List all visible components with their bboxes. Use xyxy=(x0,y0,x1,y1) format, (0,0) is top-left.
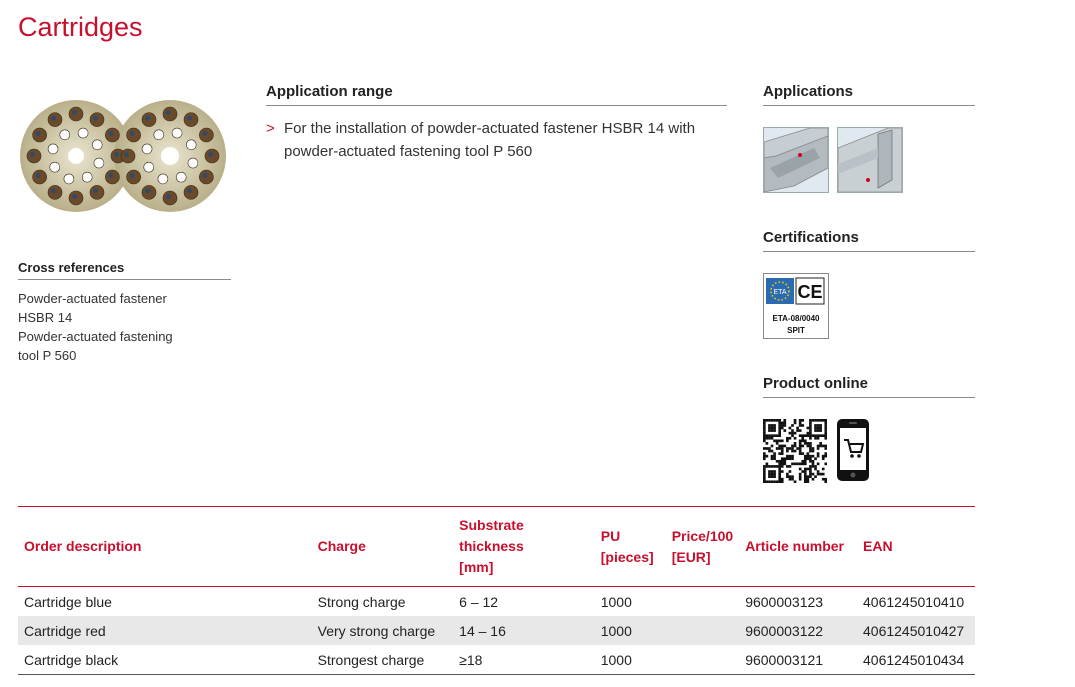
cell-charge: Strong charge xyxy=(317,593,406,610)
cell-ean: 4061245010410 xyxy=(863,593,965,610)
order-table xyxy=(18,506,975,675)
cell-ean: 4061245010427 xyxy=(863,622,965,639)
table-row xyxy=(18,645,975,675)
cell-price xyxy=(666,645,740,675)
cell-substrate-thickness: 14 – 16 xyxy=(459,622,506,639)
cell-order-description: Cartridge blue xyxy=(24,593,112,610)
header-pu: PU [pieces] xyxy=(600,527,654,565)
header-charge: Charge xyxy=(317,538,366,554)
table-row xyxy=(18,616,975,645)
eta-eu-flag-icon xyxy=(764,276,828,310)
table-header-row xyxy=(18,507,975,587)
cross-references-heading: Cross references xyxy=(18,260,231,280)
cell-order-description: Cartridge red xyxy=(24,622,106,639)
header-order-description: Order description xyxy=(24,538,142,554)
cell-article-number: 9600003122 xyxy=(745,622,824,639)
header-article-number: Article number xyxy=(745,538,844,554)
cross-references-list xyxy=(18,289,173,365)
cell-substrate-thickness: 6 – 12 xyxy=(459,593,499,610)
application-range-item xyxy=(266,117,726,163)
shop-phone-icon[interactable] xyxy=(836,418,870,482)
qr-code[interactable] xyxy=(763,419,827,483)
cell-pu: 1000 xyxy=(600,622,632,639)
header-substrate-thickness: Substrate thickness [mm] xyxy=(459,517,524,575)
cell-price xyxy=(666,616,740,645)
ce-mark-icon: CE xyxy=(797,282,823,302)
certification-brand: SPIT xyxy=(787,326,805,335)
cell-article-number: 9600003123 xyxy=(745,593,824,610)
application-image-roof-profile xyxy=(763,127,829,193)
certification-number: ETA-08/0040 xyxy=(772,314,820,323)
eta-badge-text: ETA xyxy=(773,289,787,296)
certifications-heading: Certifications xyxy=(763,229,975,252)
cell-charge: Very strong charge xyxy=(317,622,436,639)
cell-article-number: 9600003121 xyxy=(745,651,824,668)
table-row xyxy=(18,587,975,617)
page-title: Cartridges xyxy=(18,12,143,42)
applications-heading: Applications xyxy=(763,83,975,106)
application-range-text: For the installation of powder-actuated fastener HSBR 14 with powder-actuated fastening tool P 560 xyxy=(284,120,696,160)
chevron-right-icon: > xyxy=(266,120,275,137)
product-online-heading: Product online xyxy=(763,375,975,398)
product-image xyxy=(18,96,230,214)
header-price: Price/100 [EUR] xyxy=(671,527,734,565)
cross-reference-line: Powder-actuated fastening xyxy=(18,329,173,344)
cell-pu: 1000 xyxy=(600,593,632,610)
cell-pu: 1000 xyxy=(600,651,632,668)
cell-price xyxy=(666,587,740,617)
header-ean: EAN xyxy=(863,538,893,554)
order-table-container xyxy=(18,506,975,675)
cross-reference-line: HSBR 14 xyxy=(18,310,73,325)
application-range-heading: Application range xyxy=(266,83,727,106)
cross-reference-line: Powder-actuated fastener xyxy=(18,291,167,306)
cross-reference-line: tool P 560 xyxy=(18,348,77,363)
cell-substrate-thickness: ≥18 xyxy=(459,651,483,668)
application-image-wall-profile xyxy=(837,127,903,193)
cell-charge: Strongest charge xyxy=(317,651,425,668)
cell-order-description: Cartridge black xyxy=(24,651,119,668)
cell-ean: 4061245010434 xyxy=(863,651,965,668)
eta-certification-badge xyxy=(763,273,829,339)
